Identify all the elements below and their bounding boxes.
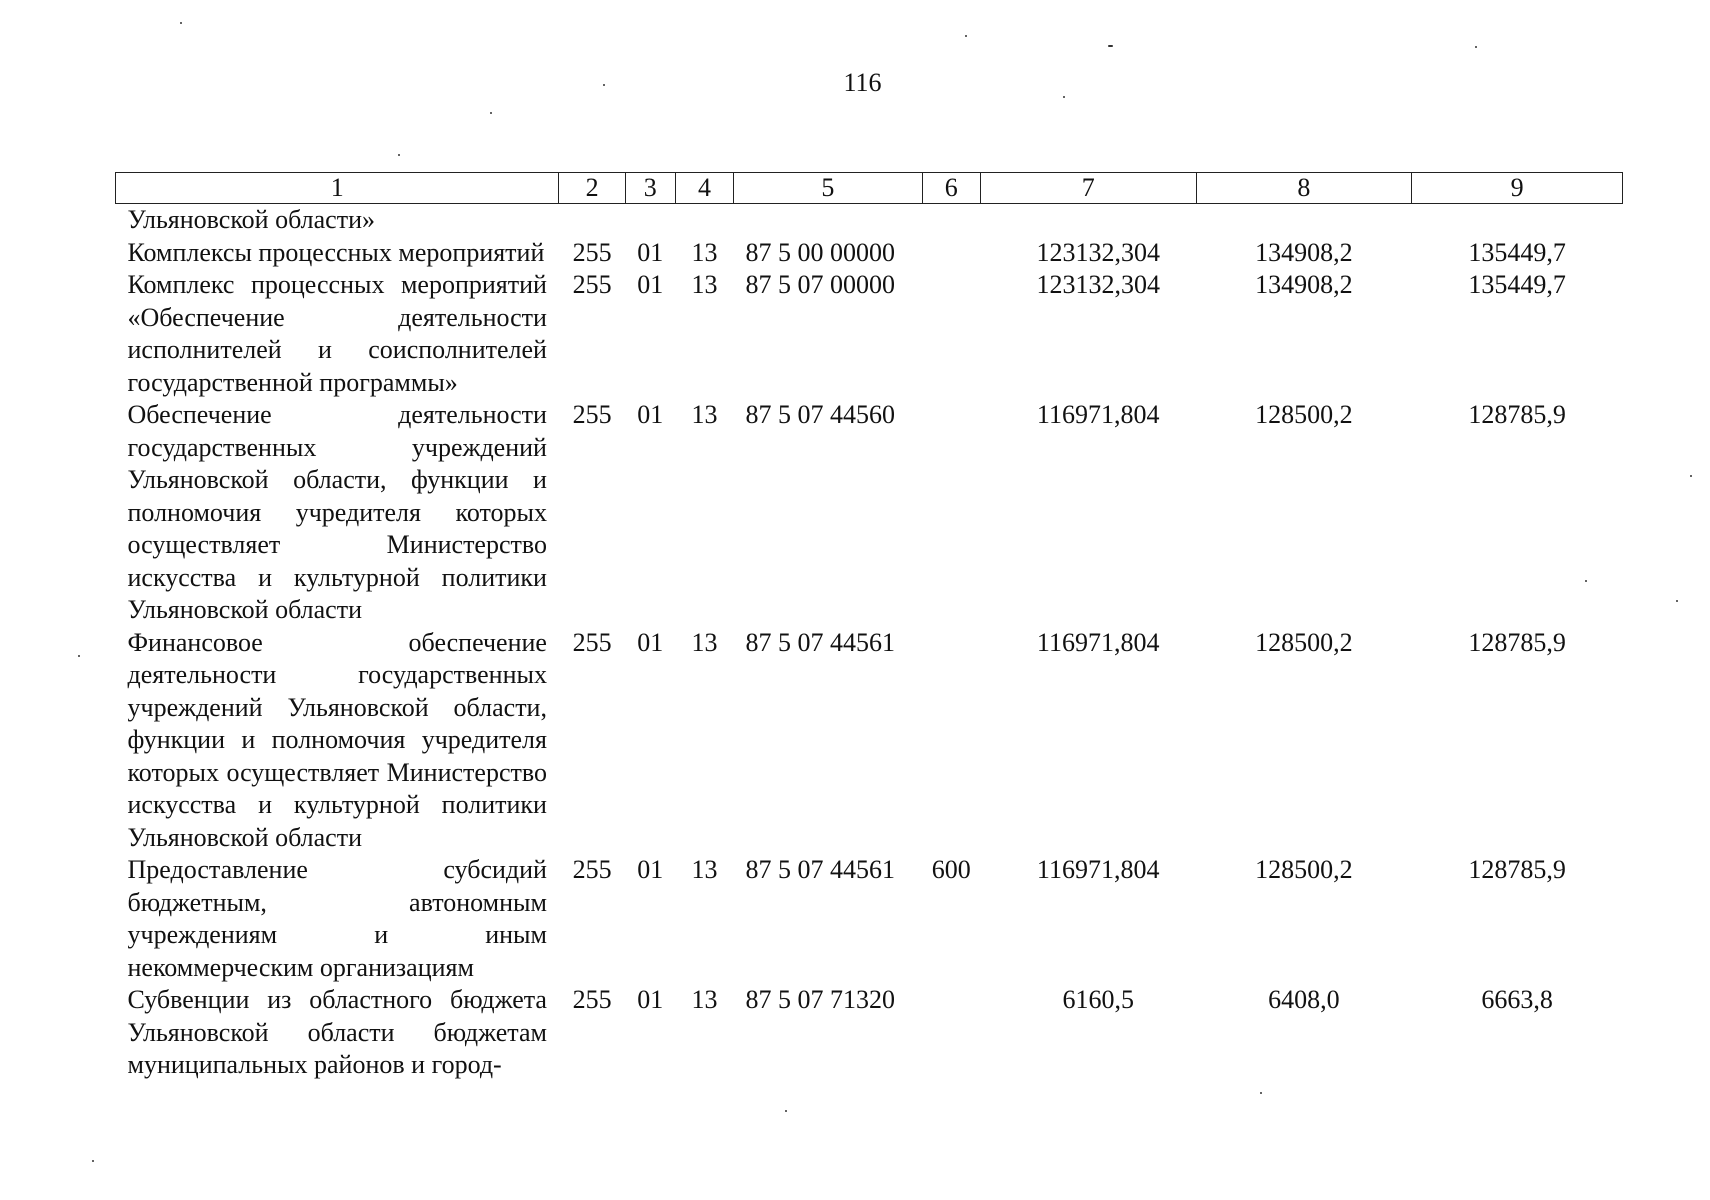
cell-csr: 87 5 07 00000 xyxy=(745,270,896,299)
scan-speck xyxy=(965,35,967,37)
scan-speck xyxy=(1260,1092,1262,1094)
budget-table xyxy=(115,172,1623,1082)
cell-rz: 01 xyxy=(637,855,664,884)
column-header-2: 2 xyxy=(559,173,625,204)
column-header-4: 4 xyxy=(675,173,733,204)
scan-speck xyxy=(490,112,492,114)
table-row xyxy=(116,269,1623,399)
cell-amount-2: 134908,2 xyxy=(1255,270,1353,299)
cell-vr: 600 xyxy=(931,855,971,884)
cell-rz: 01 xyxy=(637,237,664,267)
cell-gr: 255 xyxy=(572,627,612,657)
cell-rz xyxy=(625,204,675,237)
scan-speck xyxy=(78,655,80,657)
cell-vr xyxy=(922,627,980,855)
cell-csr xyxy=(734,204,923,237)
scan-speck xyxy=(92,1160,94,1162)
cell-amount-2: 6408,0 xyxy=(1268,985,1340,1014)
cell-amount-1: 6160,5 xyxy=(1062,985,1134,1014)
cell-amount-3: 128785,9 xyxy=(1468,627,1566,657)
cell-amount-2: 128500,2 xyxy=(1255,627,1353,657)
cell-vr xyxy=(922,237,980,270)
cell-amount-3: 135449,7 xyxy=(1468,237,1566,267)
row-name: Предоставление субсидий бюджетным, автономным учреждениям и иным некоммерческим организациям xyxy=(127,855,547,982)
cell-pr: 13 xyxy=(691,855,718,884)
scan-speck xyxy=(1063,96,1065,98)
row-name: Субвенции из областного бюджета Ульяновской области бюджетам муниципальных районов и город- xyxy=(127,985,547,1079)
column-header-9: 9 xyxy=(1412,173,1623,204)
table-row xyxy=(116,204,1623,237)
cell-amount-3: 6663,8 xyxy=(1481,985,1553,1014)
cell-gr: 255 xyxy=(572,855,612,884)
scan-speck xyxy=(785,1110,787,1112)
scan-speck xyxy=(1585,580,1587,582)
cell-pr: 13 xyxy=(691,627,718,657)
cell-amount-1: 116971,804 xyxy=(1036,400,1160,429)
cell-amount-3: 128785,9 xyxy=(1468,400,1566,429)
cell-pr xyxy=(675,204,733,237)
cell-pr: 13 xyxy=(691,985,718,1014)
cell-rz: 01 xyxy=(637,627,664,657)
scan-speck xyxy=(1108,45,1113,47)
row-name: Комплекс процессных мероприятий «Обеспечение деятельности исполнителей и соисполнителей государственной программы» xyxy=(127,270,547,397)
cell-csr: 87 5 07 71320 xyxy=(745,985,896,1014)
cell-csr: 87 5 07 44561 xyxy=(745,627,896,657)
cell-amount-1: 123132,304 xyxy=(1036,237,1160,267)
row-name: Обеспечение деятельности государственных учреждений Ульяновской области, функции и полномочия учредителя которых осуществляет Министерство искусства и культурной политики Ульяновской области xyxy=(127,400,547,624)
table-row xyxy=(116,237,1623,270)
column-header-5: 5 xyxy=(734,173,923,204)
cell-gr: 255 xyxy=(572,400,612,429)
scan-speck xyxy=(603,84,605,86)
row-name: Ульяновской области» xyxy=(127,205,375,234)
cell-gr xyxy=(559,204,625,237)
cell-amount-1: 116971,804 xyxy=(1036,627,1160,657)
cell-pr: 13 xyxy=(691,237,718,267)
column-header-1: 1 xyxy=(116,173,559,204)
column-header-8: 8 xyxy=(1196,173,1412,204)
cell-amount-1: 116971,804 xyxy=(1036,855,1160,884)
table-row xyxy=(116,854,1623,984)
table-row xyxy=(116,627,1623,855)
cell-amount-1: 123132,304 xyxy=(1036,270,1160,299)
scan-speck xyxy=(1475,46,1477,48)
cell-amount-2: 134908,2 xyxy=(1255,237,1353,267)
column-header-6: 6 xyxy=(922,173,980,204)
page-number: 116 xyxy=(843,68,882,97)
cell-vr xyxy=(922,269,980,399)
column-header-3: 3 xyxy=(625,173,675,204)
cell-amount-3: 128785,9 xyxy=(1468,855,1566,884)
scan-speck xyxy=(398,154,400,156)
scan-speck xyxy=(1690,475,1692,477)
table-row xyxy=(116,399,1623,627)
scan-speck xyxy=(180,22,182,24)
cell-amount-1 xyxy=(980,204,1196,237)
cell-amount-2 xyxy=(1196,204,1412,237)
cell-vr xyxy=(922,984,980,1082)
cell-amount-2: 128500,2 xyxy=(1255,400,1353,429)
row-name: Комплексы процессных мероприятий xyxy=(127,237,545,267)
cell-amount-3: 135449,7 xyxy=(1468,270,1566,299)
cell-csr: 87 5 07 44561 xyxy=(745,855,896,884)
cell-gr: 255 xyxy=(572,270,612,299)
cell-csr: 87 5 07 44560 xyxy=(745,400,896,429)
table-row xyxy=(116,984,1623,1082)
row-name: Финансовое обеспечение деятельности государственных учреждений Ульяновской области, функции и полномочия учредителя которых осуществляет Министерство искусства и культурной политики Ульяновской области xyxy=(127,627,547,852)
cell-pr: 13 xyxy=(691,400,718,429)
cell-gr: 255 xyxy=(572,985,612,1014)
scan-speck xyxy=(1676,600,1678,602)
cell-amount-2: 128500,2 xyxy=(1255,855,1353,884)
column-header-7: 7 xyxy=(980,173,1196,204)
cell-vr xyxy=(922,399,980,627)
cell-csr: 87 5 00 00000 xyxy=(745,237,896,267)
cell-amount-3 xyxy=(1412,204,1623,237)
cell-gr: 255 xyxy=(572,237,612,267)
cell-rz: 01 xyxy=(637,400,664,429)
cell-pr: 13 xyxy=(691,270,718,299)
cell-vr xyxy=(922,204,980,237)
cell-rz: 01 xyxy=(637,985,664,1014)
cell-rz: 01 xyxy=(637,270,664,299)
table-header-row xyxy=(116,173,1623,204)
